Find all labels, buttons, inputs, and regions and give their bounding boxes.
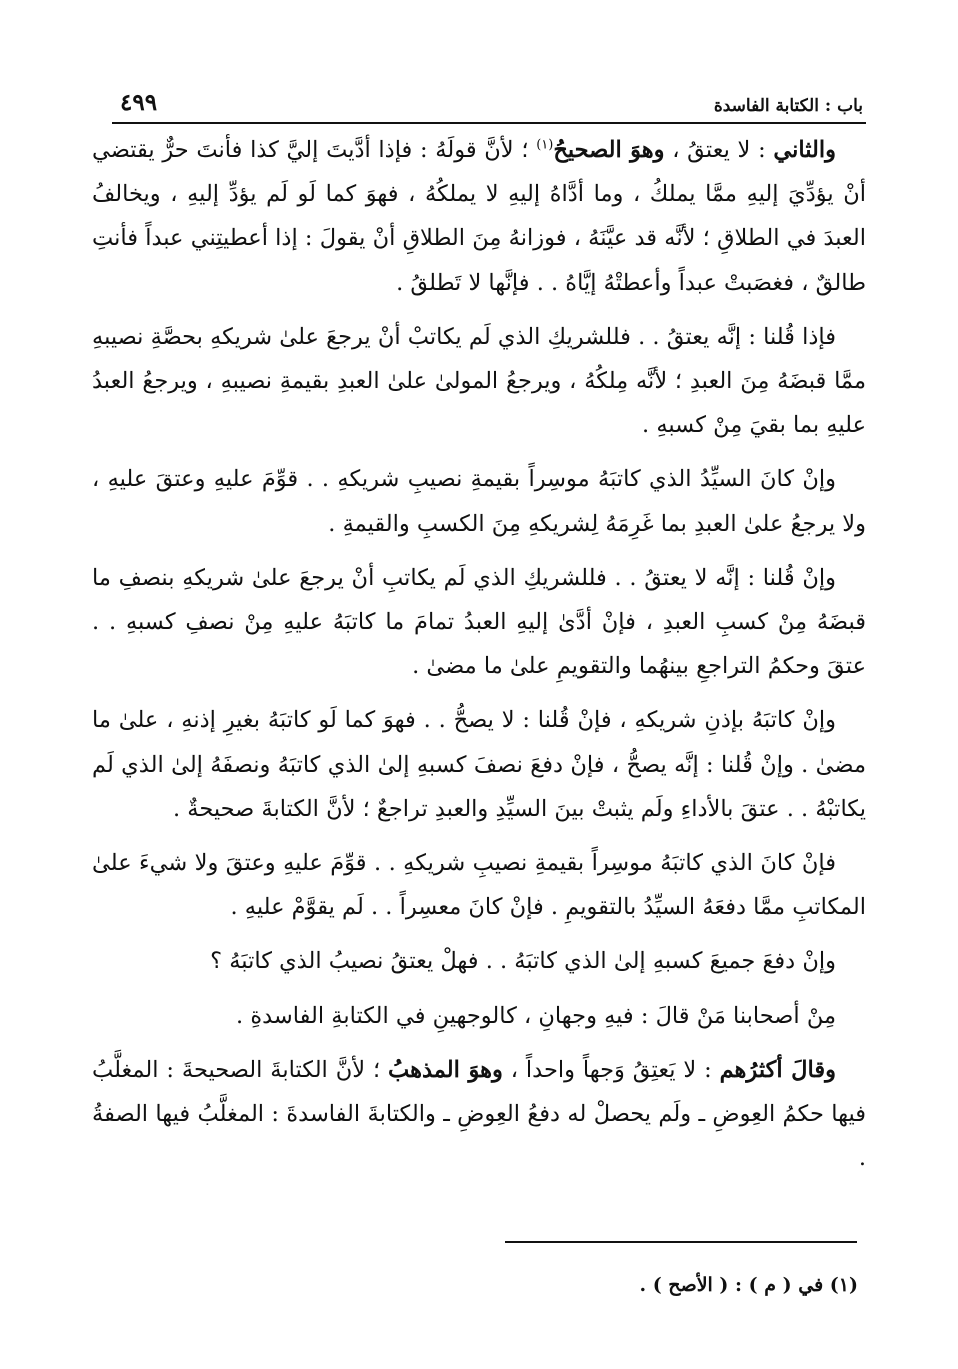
paragraph-7: وإنْ دفعَ جميعَ كسبهِ إلىٰ الذي كاتبَهُ . . فهلْ يعتقُ نصيبُ الذي كاتبَهُ ؟ — [210, 948, 836, 975]
page-number: ٤٩٩ — [120, 89, 158, 116]
paragraph-5: وإنْ كاتبَهُ بإذنِ شريكهِ ، فإنْ قُلنا : لا يصحُّ . . فهوَ كما لَو كاتبَهُ بغيرِ إذنهِ ، علىٰ ما مضىٰ . وإنْ قُلنا : إنَّه يصحُّ ، فإنْ دفعَ نصفَ كسبهِ إلىٰ الذي كاتبَهُ ونصفَهُ إلىٰ الذي لَم يكاتبْهُ . . عتقَ بالأداءِ ولَم يثبتْ بينَ السيِّدِ والعبدِ تراجعٌ ؛ لأنَّ الكتابةَ صحيحةٌ . — [92, 707, 866, 822]
body-text — [92, 128, 866, 1190]
paragraph-text: : لا يعتقُ ، — [664, 137, 774, 163]
paragraph-text: : لا يَعتِقُ وَجهاً واحداً ، — [502, 1056, 720, 1083]
running-title: باب : الكتابة الفاسدة — [713, 96, 863, 116]
bold-term: وهوَ المذهبُ — [388, 1056, 503, 1083]
paragraph-text: ؛ لأنَّ قولَهُ : فإذا أدَّيتَ إليَّ كذا فأنتَ حرٌّ يقتضي أنْ يؤدِّيَ إليهِ ممَّا يملكُ ، وما أدَّاهُ إليهِ لا يملكُهُ ، فهوَ كما لَو لَم يؤدِّ إليهِ ، ويخالفُ العبدَ في الطلاقِ ؛ لأنَّه قد عيَّنَهُ ، فوزانهُ مِنَ الطلاقِ أنْ يقولَ : إذا أعطيتِني عبداً فأنتِ طالقٌ ، فغصَبتْ عبداً وأعطتْهُ إيَّاهُ . . فإنَّها لا تَطلقُ . — [92, 137, 866, 296]
paragraph-3: وإنْ كانَ السيِّدُ الذي كاتبَهُ موسِراً بقيمةِ نصيبِ شريكهِ . . قوِّمَ عليهِ وعتقَ عليهِ ، ولا يرجعُ علىٰ العبدِ بما غَرِمَهُ لِشريكهِ مِنَ الكسبِ والقيمةِ . — [92, 466, 866, 537]
header-rule — [112, 122, 866, 124]
bold-term: وقالَ أكثرُهم — [719, 1056, 836, 1083]
paragraph-1 — [92, 128, 866, 305]
paragraph-text: ؛ لأنَّ الكتابةَ الصحيحةَ : المغلَّبُ فيها حكمُ العِوضِ ـ ولَم يحصلْ له دفعُ العِوضِ ـ والكتابةَ الفاسدةَ : المغلَّبُ فيها الصفةُ . — [92, 1056, 866, 1172]
paragraph-6: فإنْ كانَ الذي كاتبَهُ موسِراً بقيمةِ نصيبِ شريكهِ . . قوِّمَ عليهِ وعتقَ ولا شيءَ علىٰ المكاتبِ ممَّا دفعَهُ السيِّدُ بالتقويمِ . فإنْ كانَ معسِراً . . لَم يقوَّمْ عليهِ . — [92, 850, 866, 921]
bold-term: وهوَ الصحيحُ — [553, 137, 665, 163]
footnote-ref: (١) — [536, 137, 554, 153]
footnote: (١) في ( م ) : ( الأصح ) . — [639, 1274, 858, 1296]
bold-term: والثاني — [773, 137, 836, 163]
running-head — [120, 84, 863, 116]
paragraph-4: وإنْ قُلنا : إنَّه لا يعتقُ . . فللشريكِ الذي لَم يكاتبِ أنْ يرجعَ علىٰ شريكهِ بنصفِ ما قبضَهُ مِنْ كسبِ العبدِ ، فإنْ أدَّىٰ إليهِ العبدُ تمامَ ما كاتبَهُ عليهِ مِنْ نصفِ كسبهِ . . عتقَ وحكمُ التراجعِ بينهُما والتقويمِ علىٰ ما مضىٰ . — [92, 564, 866, 680]
paragraph-9 — [92, 1048, 866, 1181]
footnote-rule — [505, 1241, 857, 1243]
paragraph-8: مِنْ أصحابنا مَنْ قالَ : فيهِ وجهانِ ، كالوجهينِ في الكتابةِ الفاسدةِ . — [236, 1002, 836, 1029]
paragraph-2: فإذا قُلنا : إنَّه يعتقُ . . فللشريكِ الذي لَم يكاتبْ أنْ يرجعَ علىٰ شريكهِ بحصَّةِ نصيبهِ ممَّا قبضَهُ مِنَ العبدِ ؛ لأنَّه مِلكُهُ ، ويرجعُ المولىٰ علىٰ العبدِ بقيمةِ نصيبهِ ، ويرجعُ العبدُ عليهِ بما بقيَ مِنْ كسبهِ . — [92, 323, 866, 439]
